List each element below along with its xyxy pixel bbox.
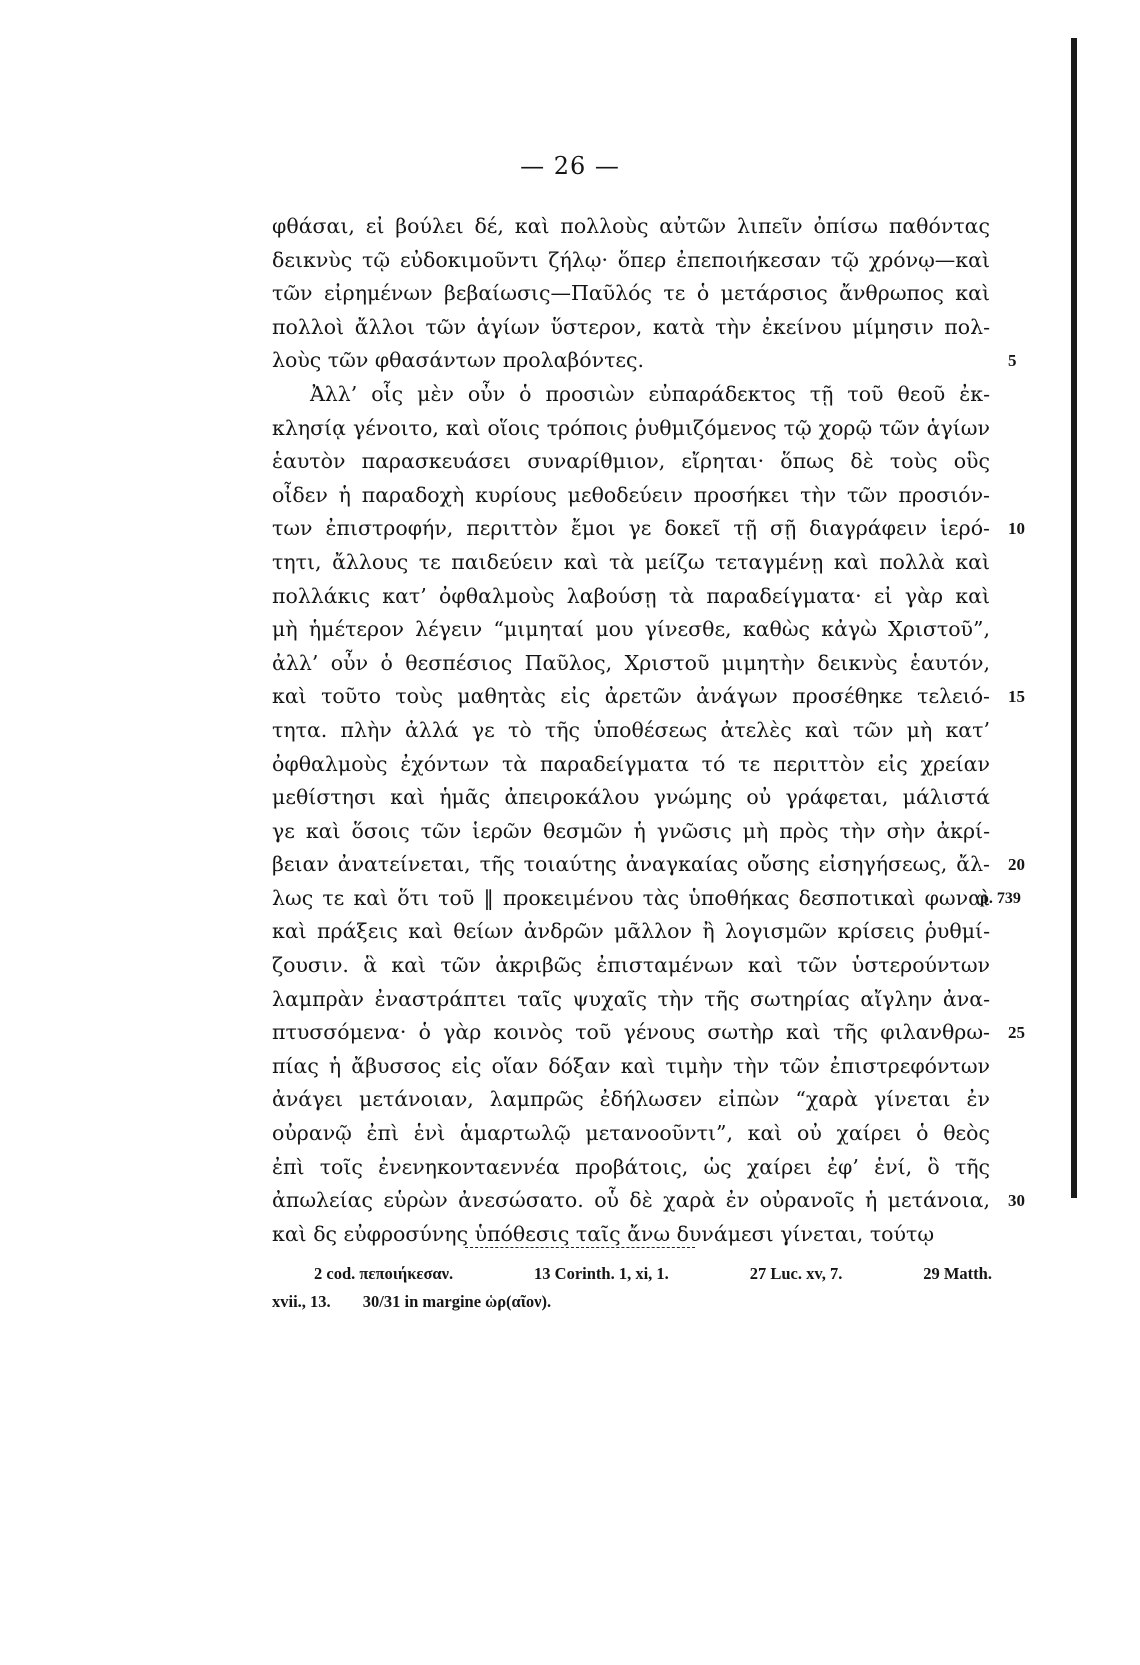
text-line <box>272 781 990 815</box>
line-number: 10 <box>1008 519 1025 539</box>
text-line-content: οἶδεν ἡ παραδοχὴ κυρίους μεθοδεύειν προσήκει τὴν τῶν προσιόν- <box>272 482 990 507</box>
text-line <box>272 210 990 244</box>
text-line <box>272 647 990 681</box>
text-line-content: ἀνάγει μετάνοιαν, λαμπρῶς ἐδήλωσεν εἰπὼν “χαρὰ γίνεται ἐν <box>272 1087 990 1112</box>
text-line <box>272 949 990 983</box>
text-line-content: των ἐπιστροφήν, περιττὸν ἔμοι γε δοκεῖ τῇ σῇ διαγράφειν ἱερό- <box>272 516 990 541</box>
text-line <box>272 748 990 782</box>
text-line <box>272 882 1021 916</box>
text-line-content: πολλοὶ ἄλλοι τῶν ἁγίων ὕστερον, κατὰ τὴν ἐκείνου μίμησιν πολ- <box>272 314 990 339</box>
text-line-content: πολλάκις κατ’ ὀφθαλμοὺς λαβούσῃ τὰ παραδείγματα· εἰ γὰρ καὶ <box>272 583 990 608</box>
text-line <box>272 1050 990 1084</box>
text-line <box>272 714 990 748</box>
text-line-content: ἀπωλείας εὑρὼν ἀνεσώσατο. οὗ δὲ χαρὰ ἐν οὐρανοῖς ἡ μετάνοια, <box>272 1188 990 1213</box>
text-line-content: ἀλλ’ οὖν ὁ θεσπέσιος Παῦλος, Χριστοῦ μιμητὴν δεικνὺς ἑαυτόν, <box>272 650 990 675</box>
footnote: 2 cod. πεποιήκεσαν. <box>314 1264 454 1283</box>
margin-page-reference: p. 739 <box>980 889 1021 907</box>
text-line-content: πτυσσόμενα· ὁ γὰρ κοινὸς τοῦ γένους σωτὴρ καὶ τῆς φιλανθρω- <box>272 1020 990 1045</box>
text-line-content: τῶν εἰρημένων βεβαίωσις—Παῦλός τε ὁ μετάρσιος ἄνθρωπος καὶ <box>272 281 990 306</box>
text-line <box>272 815 990 849</box>
text-line <box>272 344 1017 378</box>
text-line <box>272 311 990 345</box>
page-edge-shadow <box>1071 38 1077 1198</box>
text-line-content: λοὺς τῶν φθασάντων προλαβόντες. <box>272 348 645 373</box>
text-line <box>272 915 990 949</box>
text-line <box>272 613 990 647</box>
text-line-content: καὶ τοῦτο τοὺς μαθητὰς εἰς ἀρετῶν ἀνάγων προσέθηκε τελειό- <box>272 684 990 709</box>
text-line <box>272 479 990 513</box>
footnote: 13 Corinth. 1, xi, 1. <box>534 1264 669 1283</box>
line-number: 30 <box>1008 1191 1025 1211</box>
line-number: 20 <box>1008 855 1025 875</box>
text-line-content: φθάσαι, εἰ βούλει δέ, καὶ πολλοὺς αὐτῶν λιπεῖν ὀπίσω παθόντας <box>272 214 990 238</box>
line-number: 5 <box>1008 351 1017 371</box>
text-line-content: δεικνὺς τῷ εὐδοκιμοῦντι ζήλῳ· ὅπερ ἐπεποιήκεσαν τῷ χρόνῳ—καὶ <box>272 247 990 272</box>
text-line-content: καὶ δς εὐφροσύνης ὑπόθεσις ταῖς ἄνω δυνάμεσι γίνεται, τούτῳ <box>272 1221 935 1246</box>
page-number: — 26 — <box>520 152 620 180</box>
footnote: xvii., 13. <box>272 1292 331 1311</box>
line-number: 15 <box>1008 687 1025 707</box>
footnote-line-1 <box>272 1260 992 1288</box>
text-line-content: λως τε καὶ ὅτι τοῦ ‖ προκειμένου τὰς ὑποθήκας δεσποτικαὶ φωναὶ <box>272 885 990 910</box>
text-line-content: μὴ ἡμέτερον λέγειν “μιμηταί μου γίνεσθε, καθὼς κἀγὼ Χριστοῦ”, <box>272 617 990 642</box>
text-line <box>272 512 1025 546</box>
footnote: 30/31 in margine ὡρ(αῖον). <box>362 1292 552 1311</box>
footnote-separator <box>465 1247 695 1248</box>
text-line <box>272 983 990 1017</box>
text-line-content: οὐρανῷ ἐπὶ ἑνὶ ἁμαρτωλῷ μετανοοῦντι”, καὶ οὐ χαίρει ὁ θεὸς <box>272 1121 990 1146</box>
text-line-content: τητι, ἄλλους τε παιδεύειν καὶ τὰ μείζω τεταγμένῃ καὶ πολλὰ καὶ <box>272 549 990 574</box>
text-line <box>272 546 990 580</box>
text-line <box>272 680 1025 714</box>
text-line-content: ζουσιν. ἃ καὶ τῶν ἀκριβῶς ἐπισταμένων καὶ τῶν ὑστερούντων <box>272 953 990 978</box>
text-line <box>272 412 990 446</box>
text-line <box>272 277 990 311</box>
text-line-content: μεθίστησι καὶ ἡμᾶς ἀπειροκάλου γνώμης οὐ γράφεται, μάλιστά <box>272 785 990 810</box>
text-line-content: βειαν ἀνατείνεται, τῆς τοιαύτης ἀναγκαίας οὔσης εἰσηγήσεως, ἄλ- <box>272 852 990 877</box>
main-text <box>272 210 1025 1251</box>
text-line <box>272 1083 990 1117</box>
text-line-content: τητα. πλὴν ἀλλά γε τὸ τῆς ὑποθέσεως ἀτελὲς καὶ τῶν μὴ κατ’ <box>272 717 990 742</box>
text-line <box>272 1151 990 1185</box>
text-line <box>272 244 990 278</box>
text-line-content: Ἀλλ’ οἷς μὲν οὖν ὁ προσιὼν εὐπαράδεκτος τῇ τοῦ θεοῦ ἐκ- <box>310 381 990 406</box>
text-line <box>272 378 990 412</box>
line-number: 25 <box>1008 1023 1025 1043</box>
text-line-content: καὶ πράξεις καὶ θείων ἀνδρῶν μᾶλλον ἢ λογισμῶν κρίσεις ῥυθμί- <box>272 919 990 944</box>
text-line-content: πίας ἡ ἄβυσσος εἰς οἵαν δόξαν καὶ τιμὴν τὴν τῶν ἐπιστρεφόντων <box>272 1053 990 1078</box>
text-line-content: γε καὶ ὅσοις τῶν ἱερῶν θεσμῶν ἡ γνῶσις μὴ πρὸς τὴν σὴν ἀκρί- <box>272 818 990 843</box>
footnote: 29 Matth. <box>923 1264 992 1283</box>
text-line-content: ἑαυτὸν παρασκευάσει συναρίθμιον, εἴρηται· ὅπως δὲ τοὺς οὓς <box>272 449 990 474</box>
text-line <box>272 1117 990 1151</box>
text-line <box>272 580 990 614</box>
text-line-content: ὀφθαλμοὺς ἐχόντων τὰ παραδείγματα τό τε περιττὸν εἰς χρείαν <box>272 751 990 776</box>
text-line <box>272 1016 1025 1050</box>
footnote-line-2 <box>272 1288 992 1316</box>
footnotes <box>272 1260 992 1316</box>
footnote: 27 Luc. xv, 7. <box>749 1264 843 1283</box>
text-line-content: κλησίᾳ γένοιτο, καὶ οἵοις τρόποις ῥυθμιζόμενος τῷ χορῷ τῶν ἁγίων <box>272 415 990 440</box>
text-line-content: λαμπρὰν ἐναστράπτει ταῖς ψυχαῖς τὴν τῆς σωτηρίας αἴγλην ἀνα- <box>272 986 990 1011</box>
text-line <box>272 1184 1025 1218</box>
text-line <box>272 848 1025 882</box>
text-line-content: ἐπὶ τοῖς ἐνενηκονταεννέα προβάτοις, ὡς χαίρει ἐφ’ ἑνί, ὃ τῆς <box>272 1154 990 1179</box>
text-line <box>272 445 990 479</box>
